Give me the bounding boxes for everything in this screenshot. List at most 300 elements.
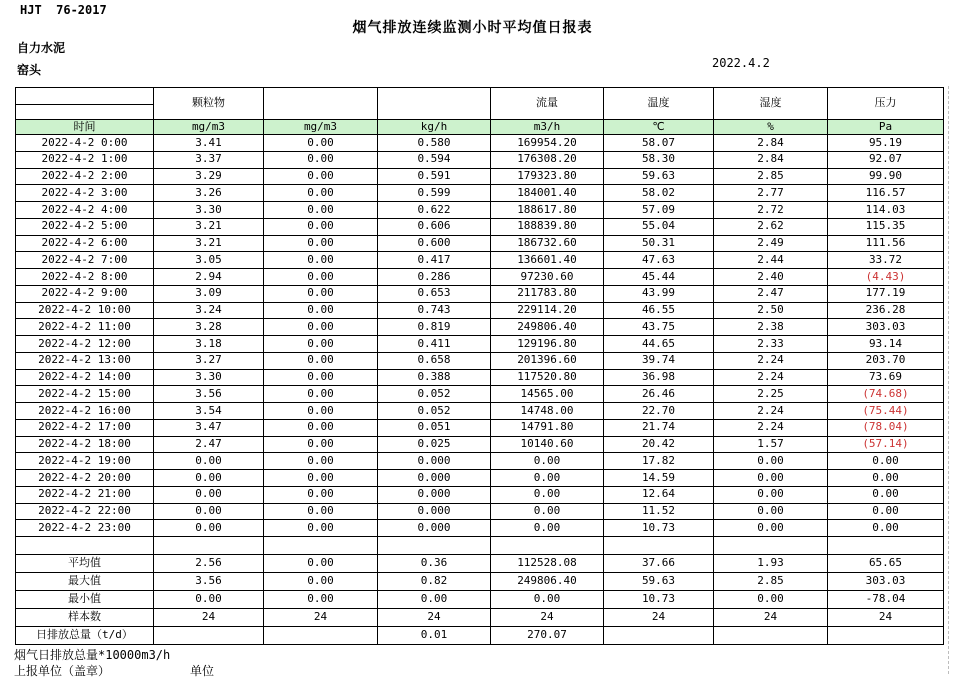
value-cell: 10.73: [604, 520, 714, 537]
summary-value-cell: 1.93: [714, 555, 828, 573]
data-row: [16, 151, 944, 168]
standard-code: HJT 76-2017: [20, 3, 107, 17]
value-cell: 0.00: [264, 436, 378, 453]
value-cell: 3.30: [154, 202, 264, 219]
summary-value-cell: 59.63: [604, 573, 714, 591]
value-cell: 21.74: [604, 419, 714, 436]
spacer-body: [16, 537, 944, 555]
value-cell: 3.29: [154, 168, 264, 185]
value-cell: 188839.80: [491, 218, 604, 235]
value-cell: 114.03: [828, 202, 944, 219]
value-cell: 236.28: [828, 302, 944, 319]
value-cell: 0.00: [154, 503, 264, 520]
data-row: [16, 520, 944, 537]
summary-row: [16, 555, 944, 573]
time-cell: 2022-4-2 11:00: [16, 319, 154, 336]
value-cell: 0.594: [378, 151, 491, 168]
value-cell: 0.286: [378, 269, 491, 286]
value-cell: 46.55: [604, 302, 714, 319]
header-blank-top-cell: [16, 88, 154, 105]
flow-total-note: 烟气日排放总量*10000m3/h: [14, 648, 171, 662]
summary-value-cell: 24: [604, 609, 714, 627]
data-row: [16, 302, 944, 319]
summary-label-cell: 最小值: [16, 591, 154, 609]
data-row: [16, 269, 944, 286]
value-cell: 93.14: [828, 336, 944, 353]
value-cell: 0.051: [378, 419, 491, 436]
header-blank-col4: [378, 88, 491, 120]
unit-humidity: %: [714, 120, 828, 135]
summary-value-cell: 249806.40: [491, 573, 604, 591]
summary-value-cell: -78.04: [828, 591, 944, 609]
value-cell: 2.40: [714, 269, 828, 286]
data-row: [16, 369, 944, 386]
value-cell: 3.30: [154, 369, 264, 386]
value-cell: 44.65: [604, 336, 714, 353]
header-blank-col3: [264, 88, 378, 120]
time-cell: 2022-4-2 14:00: [16, 369, 154, 386]
value-cell: 111.56: [828, 235, 944, 252]
summary-value-cell: [154, 627, 264, 645]
value-cell: 55.04: [604, 218, 714, 235]
time-cell: 2022-4-2 17:00: [16, 419, 154, 436]
value-cell: 229114.20: [491, 302, 604, 319]
time-cell: 2022-4-2 10:00: [16, 302, 154, 319]
summary-row: [16, 609, 944, 627]
value-cell: 3.09: [154, 285, 264, 302]
time-cell: 2022-4-2 4:00: [16, 202, 154, 219]
value-cell: 0.00: [264, 503, 378, 520]
value-cell: 0.00: [264, 453, 378, 470]
empty-cell: [264, 537, 378, 555]
value-cell: 176308.20: [491, 151, 604, 168]
time-cell: 2022-4-2 6:00: [16, 235, 154, 252]
report-unit-label: 上报单位（盖章）: [14, 664, 111, 678]
value-cell: 14.59: [604, 470, 714, 487]
value-cell: 3.56: [154, 386, 264, 403]
time-cell: 2022-4-2 15:00: [16, 386, 154, 403]
value-cell: 177.19: [828, 285, 944, 302]
value-cell: 99.90: [828, 168, 944, 185]
value-cell: 0.025: [378, 436, 491, 453]
data-row: [16, 403, 944, 420]
header-blank-bottom-cell: [16, 105, 154, 120]
value-cell: 0.00: [828, 520, 944, 537]
data-row: [16, 436, 944, 453]
summary-value-cell: [264, 627, 378, 645]
value-cell: 0.00: [264, 386, 378, 403]
value-cell: 0.00: [491, 470, 604, 487]
value-cell: (74.68): [828, 386, 944, 403]
data-row: [16, 419, 944, 436]
time-cell: 2022-4-2 1:00: [16, 151, 154, 168]
value-cell: 3.26: [154, 185, 264, 202]
value-cell: 11.52: [604, 503, 714, 520]
data-row: [16, 470, 944, 487]
value-cell: 136601.40: [491, 252, 604, 269]
data-row: [16, 486, 944, 503]
value-cell: 58.30: [604, 151, 714, 168]
summary-value-cell: 24: [828, 609, 944, 627]
value-cell: 14565.00: [491, 386, 604, 403]
value-cell: 0.00: [264, 235, 378, 252]
value-cell: 2.85: [714, 168, 828, 185]
time-cell: 2022-4-2 12:00: [16, 336, 154, 353]
value-cell: 0.00: [264, 352, 378, 369]
summary-value-cell: [828, 627, 944, 645]
value-cell: 0.417: [378, 252, 491, 269]
value-cell: 3.24: [154, 302, 264, 319]
value-cell: 0.00: [264, 403, 378, 420]
value-cell: 0.00: [264, 218, 378, 235]
summary-value-cell: 2.56: [154, 555, 264, 573]
value-cell: 2.84: [714, 151, 828, 168]
value-cell: 0.000: [378, 453, 491, 470]
value-cell: 0.00: [154, 470, 264, 487]
unit-particulate-concentration: mg/m3: [154, 120, 264, 135]
unit-emission-rate: kg/h: [378, 120, 491, 135]
value-cell: 0.00: [264, 319, 378, 336]
summary-body: [16, 555, 944, 645]
summary-value-cell: 303.03: [828, 573, 944, 591]
value-cell: 0.388: [378, 369, 491, 386]
summary-value-cell: 10.73: [604, 591, 714, 609]
value-cell: 201396.60: [491, 352, 604, 369]
value-cell: 0.000: [378, 503, 491, 520]
value-cell: 3.54: [154, 403, 264, 420]
time-cell: 2022-4-2 16:00: [16, 403, 154, 420]
time-cell: 2022-4-2 13:00: [16, 352, 154, 369]
value-cell: 0.00: [264, 336, 378, 353]
unit-pressure: Pa: [828, 120, 944, 135]
value-cell: 303.03: [828, 319, 944, 336]
data-row: [16, 185, 944, 202]
time-cell: 2022-4-2 18:00: [16, 436, 154, 453]
value-cell: 184001.40: [491, 185, 604, 202]
value-cell: 0.600: [378, 235, 491, 252]
header-particulate: 颗粒物: [154, 88, 264, 120]
value-cell: 39.74: [604, 352, 714, 369]
header-humidity: 湿度: [714, 88, 828, 120]
value-cell: 2.24: [714, 352, 828, 369]
summary-value-cell: 24: [714, 609, 828, 627]
value-cell: 117520.80: [491, 369, 604, 386]
value-cell: 14791.80: [491, 419, 604, 436]
data-row: [16, 218, 944, 235]
report-title: 烟气排放连续监测小时平均值日报表: [352, 20, 593, 36]
summary-label-cell: 日排放总量（t/d）: [16, 627, 154, 645]
value-cell: 2.94: [154, 269, 264, 286]
value-cell: 0.606: [378, 218, 491, 235]
unit-flow: m3/h: [491, 120, 604, 135]
summary-value-cell: 0.82: [378, 573, 491, 591]
value-cell: 3.47: [154, 419, 264, 436]
summary-value-cell: [604, 627, 714, 645]
summary-value-cell: 65.65: [828, 555, 944, 573]
value-cell: 43.99: [604, 285, 714, 302]
value-cell: 0.00: [491, 453, 604, 470]
table-header: [16, 88, 944, 135]
value-cell: 0.000: [378, 470, 491, 487]
value-cell: 169954.20: [491, 135, 604, 152]
value-cell: 3.28: [154, 319, 264, 336]
value-cell: 0.00: [264, 486, 378, 503]
time-cell: 2022-4-2 2:00: [16, 168, 154, 185]
value-cell: 3.21: [154, 218, 264, 235]
value-cell: 59.63: [604, 168, 714, 185]
value-cell: 0.599: [378, 185, 491, 202]
empty-cell: [491, 537, 604, 555]
value-cell: 186732.60: [491, 235, 604, 252]
value-cell: 73.69: [828, 369, 944, 386]
value-cell: 249806.40: [491, 319, 604, 336]
value-cell: 22.70: [604, 403, 714, 420]
empty-cell: [828, 537, 944, 555]
value-cell: 0.580: [378, 135, 491, 152]
value-cell: 2.47: [154, 436, 264, 453]
value-cell: 97230.60: [491, 269, 604, 286]
value-cell: 26.46: [604, 386, 714, 403]
unit-header-row: [16, 120, 944, 135]
value-cell: 2.84: [714, 135, 828, 152]
value-cell: 3.21: [154, 235, 264, 252]
value-cell: 2.62: [714, 218, 828, 235]
value-cell: 2.38: [714, 319, 828, 336]
spacer-row: [16, 537, 944, 555]
data-row: [16, 319, 944, 336]
data-row: [16, 386, 944, 403]
value-cell: 3.37: [154, 151, 264, 168]
value-cell: 0.00: [264, 520, 378, 537]
value-cell: (78.04): [828, 419, 944, 436]
time-cell: 2022-4-2 5:00: [16, 218, 154, 235]
time-cell: 2022-4-2 7:00: [16, 252, 154, 269]
value-cell: 0.00: [491, 486, 604, 503]
value-cell: 0.00: [264, 419, 378, 436]
value-cell: 0.052: [378, 403, 491, 420]
summary-value-cell: 3.56: [154, 573, 264, 591]
summary-value-cell: 0.36: [378, 555, 491, 573]
value-cell: 2.25: [714, 386, 828, 403]
value-cell: 0.00: [828, 503, 944, 520]
value-cell: 0.743: [378, 302, 491, 319]
value-cell: (75.44): [828, 403, 944, 420]
time-cell: 2022-4-2 22:00: [16, 503, 154, 520]
value-cell: 45.44: [604, 269, 714, 286]
value-cell: 12.64: [604, 486, 714, 503]
data-row: [16, 503, 944, 520]
unit-label: 单位: [190, 664, 215, 678]
value-cell: 211783.80: [491, 285, 604, 302]
time-cell: 2022-4-2 21:00: [16, 486, 154, 503]
value-cell: 0.00: [714, 520, 828, 537]
summary-value-cell: 2.85: [714, 573, 828, 591]
value-cell: 3.27: [154, 352, 264, 369]
value-cell: 0.00: [264, 470, 378, 487]
value-cell: 0.658: [378, 352, 491, 369]
summary-row: [16, 627, 944, 645]
value-cell: 14748.00: [491, 403, 604, 420]
data-row: [16, 285, 944, 302]
value-cell: 36.98: [604, 369, 714, 386]
value-cell: 2.44: [714, 252, 828, 269]
value-cell: 57.09: [604, 202, 714, 219]
report-table: [15, 87, 944, 645]
value-cell: 0.00: [154, 453, 264, 470]
value-cell: 0.00: [264, 168, 378, 185]
page-break-line: [948, 86, 949, 674]
empty-cell: [714, 537, 828, 555]
summary-value-cell: 112528.08: [491, 555, 604, 573]
unit-time: 时间: [16, 120, 154, 135]
value-cell: 0.00: [491, 520, 604, 537]
value-cell: 0.000: [378, 520, 491, 537]
data-row: [16, 336, 944, 353]
value-cell: 50.31: [604, 235, 714, 252]
value-cell: 0.00: [714, 470, 828, 487]
summary-label-cell: 样本数: [16, 609, 154, 627]
empty-cell: [16, 537, 154, 555]
data-row: [16, 453, 944, 470]
data-row: [16, 252, 944, 269]
value-cell: 2.24: [714, 419, 828, 436]
value-cell: (57.14): [828, 436, 944, 453]
value-cell: 2.47: [714, 285, 828, 302]
value-cell: 58.07: [604, 135, 714, 152]
data-row: [16, 235, 944, 252]
value-cell: 0.00: [714, 486, 828, 503]
company-name: 自力水泥: [17, 41, 66, 55]
data-row: [16, 168, 944, 185]
header-temperature: 温度: [604, 88, 714, 120]
value-cell: 0.00: [264, 151, 378, 168]
value-cell: 0.00: [264, 185, 378, 202]
value-cell: 33.72: [828, 252, 944, 269]
value-cell: 2.24: [714, 369, 828, 386]
monitor-point-name: 窑头: [17, 63, 42, 77]
value-cell: 0.00: [264, 252, 378, 269]
time-cell: 2022-4-2 3:00: [16, 185, 154, 202]
data-row: [16, 135, 944, 152]
summary-label-cell: 最大值: [16, 573, 154, 591]
data-row: [16, 202, 944, 219]
summary-value-cell: 0.00: [378, 591, 491, 609]
value-cell: 0.00: [264, 135, 378, 152]
value-cell: 2.33: [714, 336, 828, 353]
summary-label-cell: 平均值: [16, 555, 154, 573]
value-cell: 0.819: [378, 319, 491, 336]
value-cell: 20.42: [604, 436, 714, 453]
value-cell: 116.57: [828, 185, 944, 202]
value-cell: 47.63: [604, 252, 714, 269]
summary-value-cell: 0.00: [714, 591, 828, 609]
value-cell: 0.00: [264, 369, 378, 386]
empty-cell: [378, 537, 491, 555]
value-cell: 0.00: [714, 503, 828, 520]
summary-row: [16, 573, 944, 591]
summary-value-cell: 270.07: [491, 627, 604, 645]
value-cell: 129196.80: [491, 336, 604, 353]
report-date: 2022.4.2: [712, 56, 770, 70]
value-cell: 0.622: [378, 202, 491, 219]
unit-concentration-2: mg/m3: [264, 120, 378, 135]
value-cell: 10140.60: [491, 436, 604, 453]
value-cell: 0.00: [154, 486, 264, 503]
summary-value-cell: 24: [378, 609, 491, 627]
summary-value-cell: 0.00: [264, 591, 378, 609]
summary-value-cell: 0.01: [378, 627, 491, 645]
value-cell: 0.591: [378, 168, 491, 185]
value-cell: 0.00: [264, 285, 378, 302]
value-cell: 0.00: [828, 486, 944, 503]
value-cell: 0.00: [264, 302, 378, 319]
value-cell: 0.000: [378, 486, 491, 503]
time-cell: 2022-4-2 20:00: [16, 470, 154, 487]
time-cell: 2022-4-2 9:00: [16, 285, 154, 302]
value-cell: 0.00: [828, 453, 944, 470]
unit-temperature: ℃: [604, 120, 714, 135]
summary-value-cell: 0.00: [491, 591, 604, 609]
header-flow: 流量: [491, 88, 604, 120]
value-cell: 0.411: [378, 336, 491, 353]
empty-cell: [604, 537, 714, 555]
empty-cell: [154, 537, 264, 555]
value-cell: 0.653: [378, 285, 491, 302]
table-body: [16, 135, 944, 537]
summary-value-cell: [714, 627, 828, 645]
summary-value-cell: 24: [154, 609, 264, 627]
value-cell: 3.18: [154, 336, 264, 353]
value-cell: 0.00: [154, 520, 264, 537]
value-cell: 2.77: [714, 185, 828, 202]
time-cell: 2022-4-2 8:00: [16, 269, 154, 286]
value-cell: 95.19: [828, 135, 944, 152]
value-cell: 2.50: [714, 302, 828, 319]
data-row: [16, 352, 944, 369]
value-cell: 92.07: [828, 151, 944, 168]
summary-value-cell: 24: [264, 609, 378, 627]
value-cell: 2.72: [714, 202, 828, 219]
value-cell: 43.75: [604, 319, 714, 336]
summary-value-cell: 0.00: [264, 555, 378, 573]
value-cell: 0.00: [264, 202, 378, 219]
value-cell: 0.052: [378, 386, 491, 403]
value-cell: 179323.80: [491, 168, 604, 185]
summary-value-cell: 37.66: [604, 555, 714, 573]
summary-value-cell: 24: [491, 609, 604, 627]
value-cell: 0.00: [714, 453, 828, 470]
value-cell: 115.35: [828, 218, 944, 235]
value-cell: 2.49: [714, 235, 828, 252]
value-cell: 1.57: [714, 436, 828, 453]
value-cell: 2.24: [714, 403, 828, 420]
value-cell: 3.41: [154, 135, 264, 152]
value-cell: 0.00: [828, 470, 944, 487]
summary-row: [16, 591, 944, 609]
value-cell: 188617.80: [491, 202, 604, 219]
summary-value-cell: 0.00: [154, 591, 264, 609]
value-cell: 58.02: [604, 185, 714, 202]
time-cell: 2022-4-2 19:00: [16, 453, 154, 470]
time-cell: 2022-4-2 0:00: [16, 135, 154, 152]
time-cell: 2022-4-2 23:00: [16, 520, 154, 537]
value-cell: 0.00: [491, 503, 604, 520]
value-cell: (4.43): [828, 269, 944, 286]
value-cell: 203.70: [828, 352, 944, 369]
value-cell: 3.05: [154, 252, 264, 269]
label-header-row: [16, 88, 944, 105]
value-cell: 0.00: [264, 269, 378, 286]
